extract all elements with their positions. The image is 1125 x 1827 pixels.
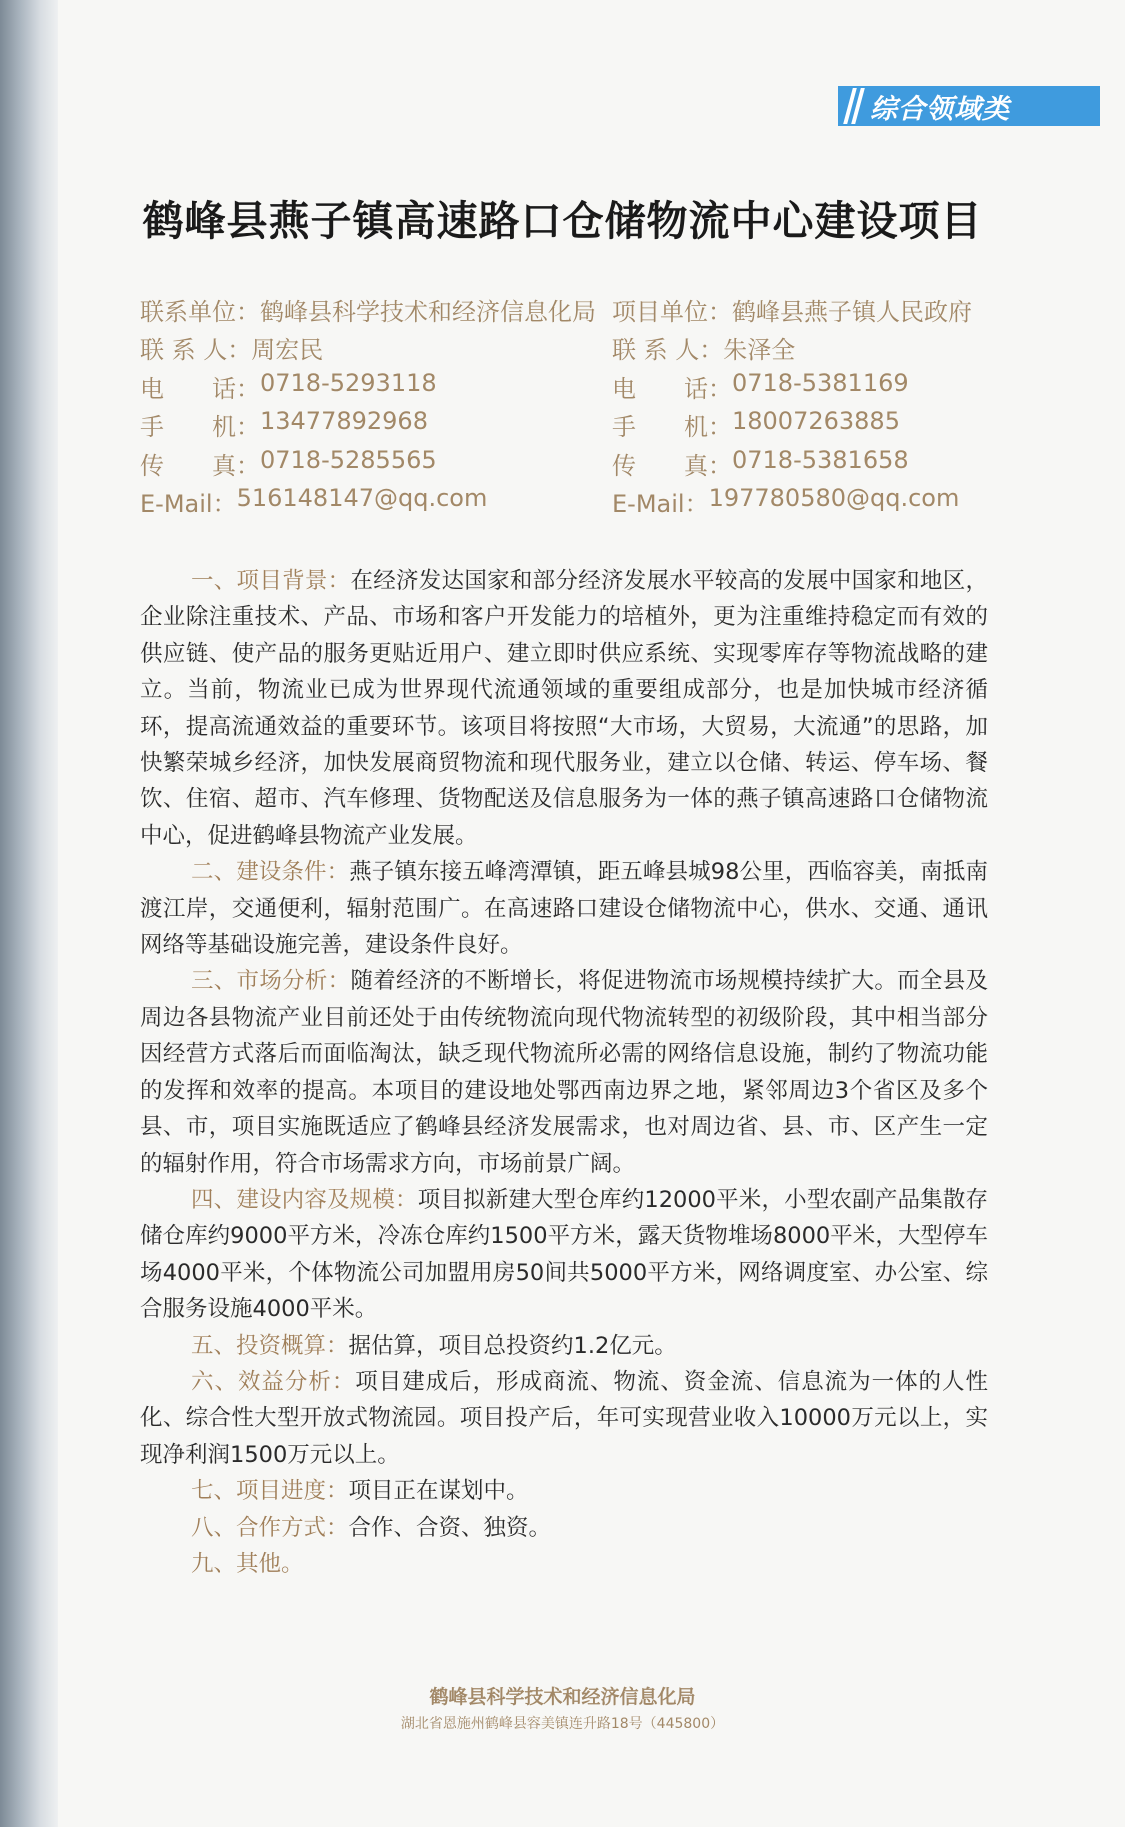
contact-value: 0718-5381169 xyxy=(732,368,909,397)
section-heading: 六、效益分析： xyxy=(191,1368,356,1395)
section-background xyxy=(140,563,988,854)
contact-row xyxy=(140,290,1020,329)
contact-key: 联系单位： xyxy=(140,297,260,326)
contact-row xyxy=(140,329,1020,368)
contact-table xyxy=(140,290,1020,521)
page-binding-shadow xyxy=(0,0,58,1827)
section-text: 项目正在谋划中。 xyxy=(348,1478,529,1505)
contact-email[interactable]: 516148147@qq.com xyxy=(236,484,488,513)
contact-key: 电 话： xyxy=(140,374,260,403)
contact-value: 周宏民 xyxy=(251,336,324,365)
section-progress xyxy=(140,1473,988,1509)
section-text: 项目拟新建大型仓库约12000平米，小型农副产品集散存储仓库约9000平方米，冷冻仓库约1500平方米，露天货物堆场8000平米，大型停车场4000平米，个体物流公司加盟用房50间共5000平方米，网络调度室、办公室、综合服务设施4000平米。 xyxy=(140,1186,988,1323)
section-text: 在经济发达国家和部分经济发展水平较高的发展中国家和地区，企业除注重技术、产品、市场和客户开发能力的培植外，更为注重维持稳定而有效的供应链、使产品的服务更贴近用户、建立即时供应系统、实现零库存等物流战略的建立。当前，物流业已成为世界现代流通领域的重要组成部分，也是加快城市经济循环，提高流通效益的重要环节。该项目将按照“大市场，大贸易，大流通”的思路，加快繁荣城乡经济，加快发展商贸物流和现代服务业，建立以仓储、转运、停车场、餐饮、住宿、超市、汽车修理、货物配送及信息服务为一体的燕子镇高速路口仓储物流中心，促进鹤峰县物流产业发展。 xyxy=(140,568,988,849)
category-tag xyxy=(838,86,1100,126)
contact-value: 0718-5293118 xyxy=(260,368,437,397)
section-text: 项目建成后，形成商流、物流、资金流、信息流为一体的人性化、综合性大型开放式物流园。项目投产后，年可实现营业收入10000万元以上，实现净利润1500万元以上。 xyxy=(140,1368,988,1468)
contact-value: 18007263885 xyxy=(732,407,900,436)
contact-key: 联 系 人： xyxy=(612,336,724,365)
contact-value: 0718-5285565 xyxy=(260,445,437,474)
project-description xyxy=(140,563,988,1582)
footer-address: 湖北省恩施州鹤峰县容美镇连升路18号（445800） xyxy=(400,1716,725,1732)
section-benefit xyxy=(140,1364,988,1473)
contact-key: 手 机： xyxy=(612,413,732,442)
contact-value: 鹤峰县科学技术和经济信息化局 xyxy=(260,297,596,326)
section-text: 据估算，项目总投资约1.2亿元。 xyxy=(348,1332,677,1359)
section-heading: 三、市场分析： xyxy=(191,968,351,995)
category-tag-label: 综合领域类 xyxy=(870,93,1010,125)
contact-row xyxy=(140,406,1020,445)
contact-value: 朱泽全 xyxy=(723,336,796,365)
section-text: 燕子镇东接五峰湾潭镇，距五峰县城98公里，西临容美，南抵南渡江岸，交通便利，辐射范围广。在高速路口建设仓储物流中心，供水、交通、通讯网络等基础设施完善，建设条件良好。 xyxy=(140,859,988,959)
section-investment xyxy=(140,1328,988,1364)
contact-key: 手 机： xyxy=(140,413,260,442)
contact-email[interactable]: 197780580@qq.com xyxy=(708,484,960,513)
section-market xyxy=(140,963,988,1181)
contact-key: 传 真： xyxy=(612,451,732,480)
contact-key: E-Mail： xyxy=(612,490,709,519)
page-footer xyxy=(0,1682,1125,1733)
contact-row xyxy=(140,367,1020,406)
section-heading: 九、其他。 xyxy=(191,1550,304,1577)
section-heading: 八、合作方式： xyxy=(191,1514,349,1541)
contact-row xyxy=(140,483,1020,522)
tag-stripes-icon xyxy=(848,88,860,124)
section-conditions xyxy=(140,854,988,963)
footer-org: 鹤峰县科学技术和经济信息化局 xyxy=(429,1686,696,1708)
contact-value: 0718-5381658 xyxy=(732,445,909,474)
section-cooperation xyxy=(140,1510,988,1546)
contact-value: 13477892968 xyxy=(260,407,428,436)
contact-key: E-Mail： xyxy=(140,490,237,519)
contact-value: 鹤峰县燕子镇人民政府 xyxy=(732,297,972,326)
contact-key: 传 真： xyxy=(140,451,260,480)
section-heading: 二、建设条件： xyxy=(191,859,350,886)
section-text: 随着经济的不断增长，将促进物流市场规模持续扩大。而全县及周边各县物流产业目前还处于由传统物流向现代物流转型的初级阶段，其中相当部分因经营方式落后而面临淘汰，缺乏现代物流所必需的网络信息设施，制约了物流功能的发挥和效率的提高。本项目的建设地处鄂西南边界之地，紧邻周边3个省区及多个县、市，项目实施既适应了鹤峰县经济发展需求，也对周边省、县、市、区产生一定的辐射作用，符合市场需求方向，市场前景广阔。 xyxy=(140,968,988,1177)
section-heading: 七、项目进度： xyxy=(191,1478,349,1505)
contact-key: 电 话： xyxy=(612,374,732,403)
contact-key: 联 系 人： xyxy=(140,336,252,365)
section-heading: 四、建设内容及规模： xyxy=(191,1186,418,1213)
section-other xyxy=(140,1546,988,1582)
section-scale xyxy=(140,1182,988,1328)
contact-row xyxy=(140,444,1020,483)
page-title: 鹤峰县燕子镇高速路口仓储物流中心建设项目 xyxy=(142,197,983,245)
contact-key: 项目单位： xyxy=(612,297,732,326)
section-heading: 五、投资概算： xyxy=(191,1332,349,1359)
section-text: 合作、合资、独资。 xyxy=(348,1514,552,1541)
section-heading: 一、项目背景： xyxy=(191,568,351,594)
